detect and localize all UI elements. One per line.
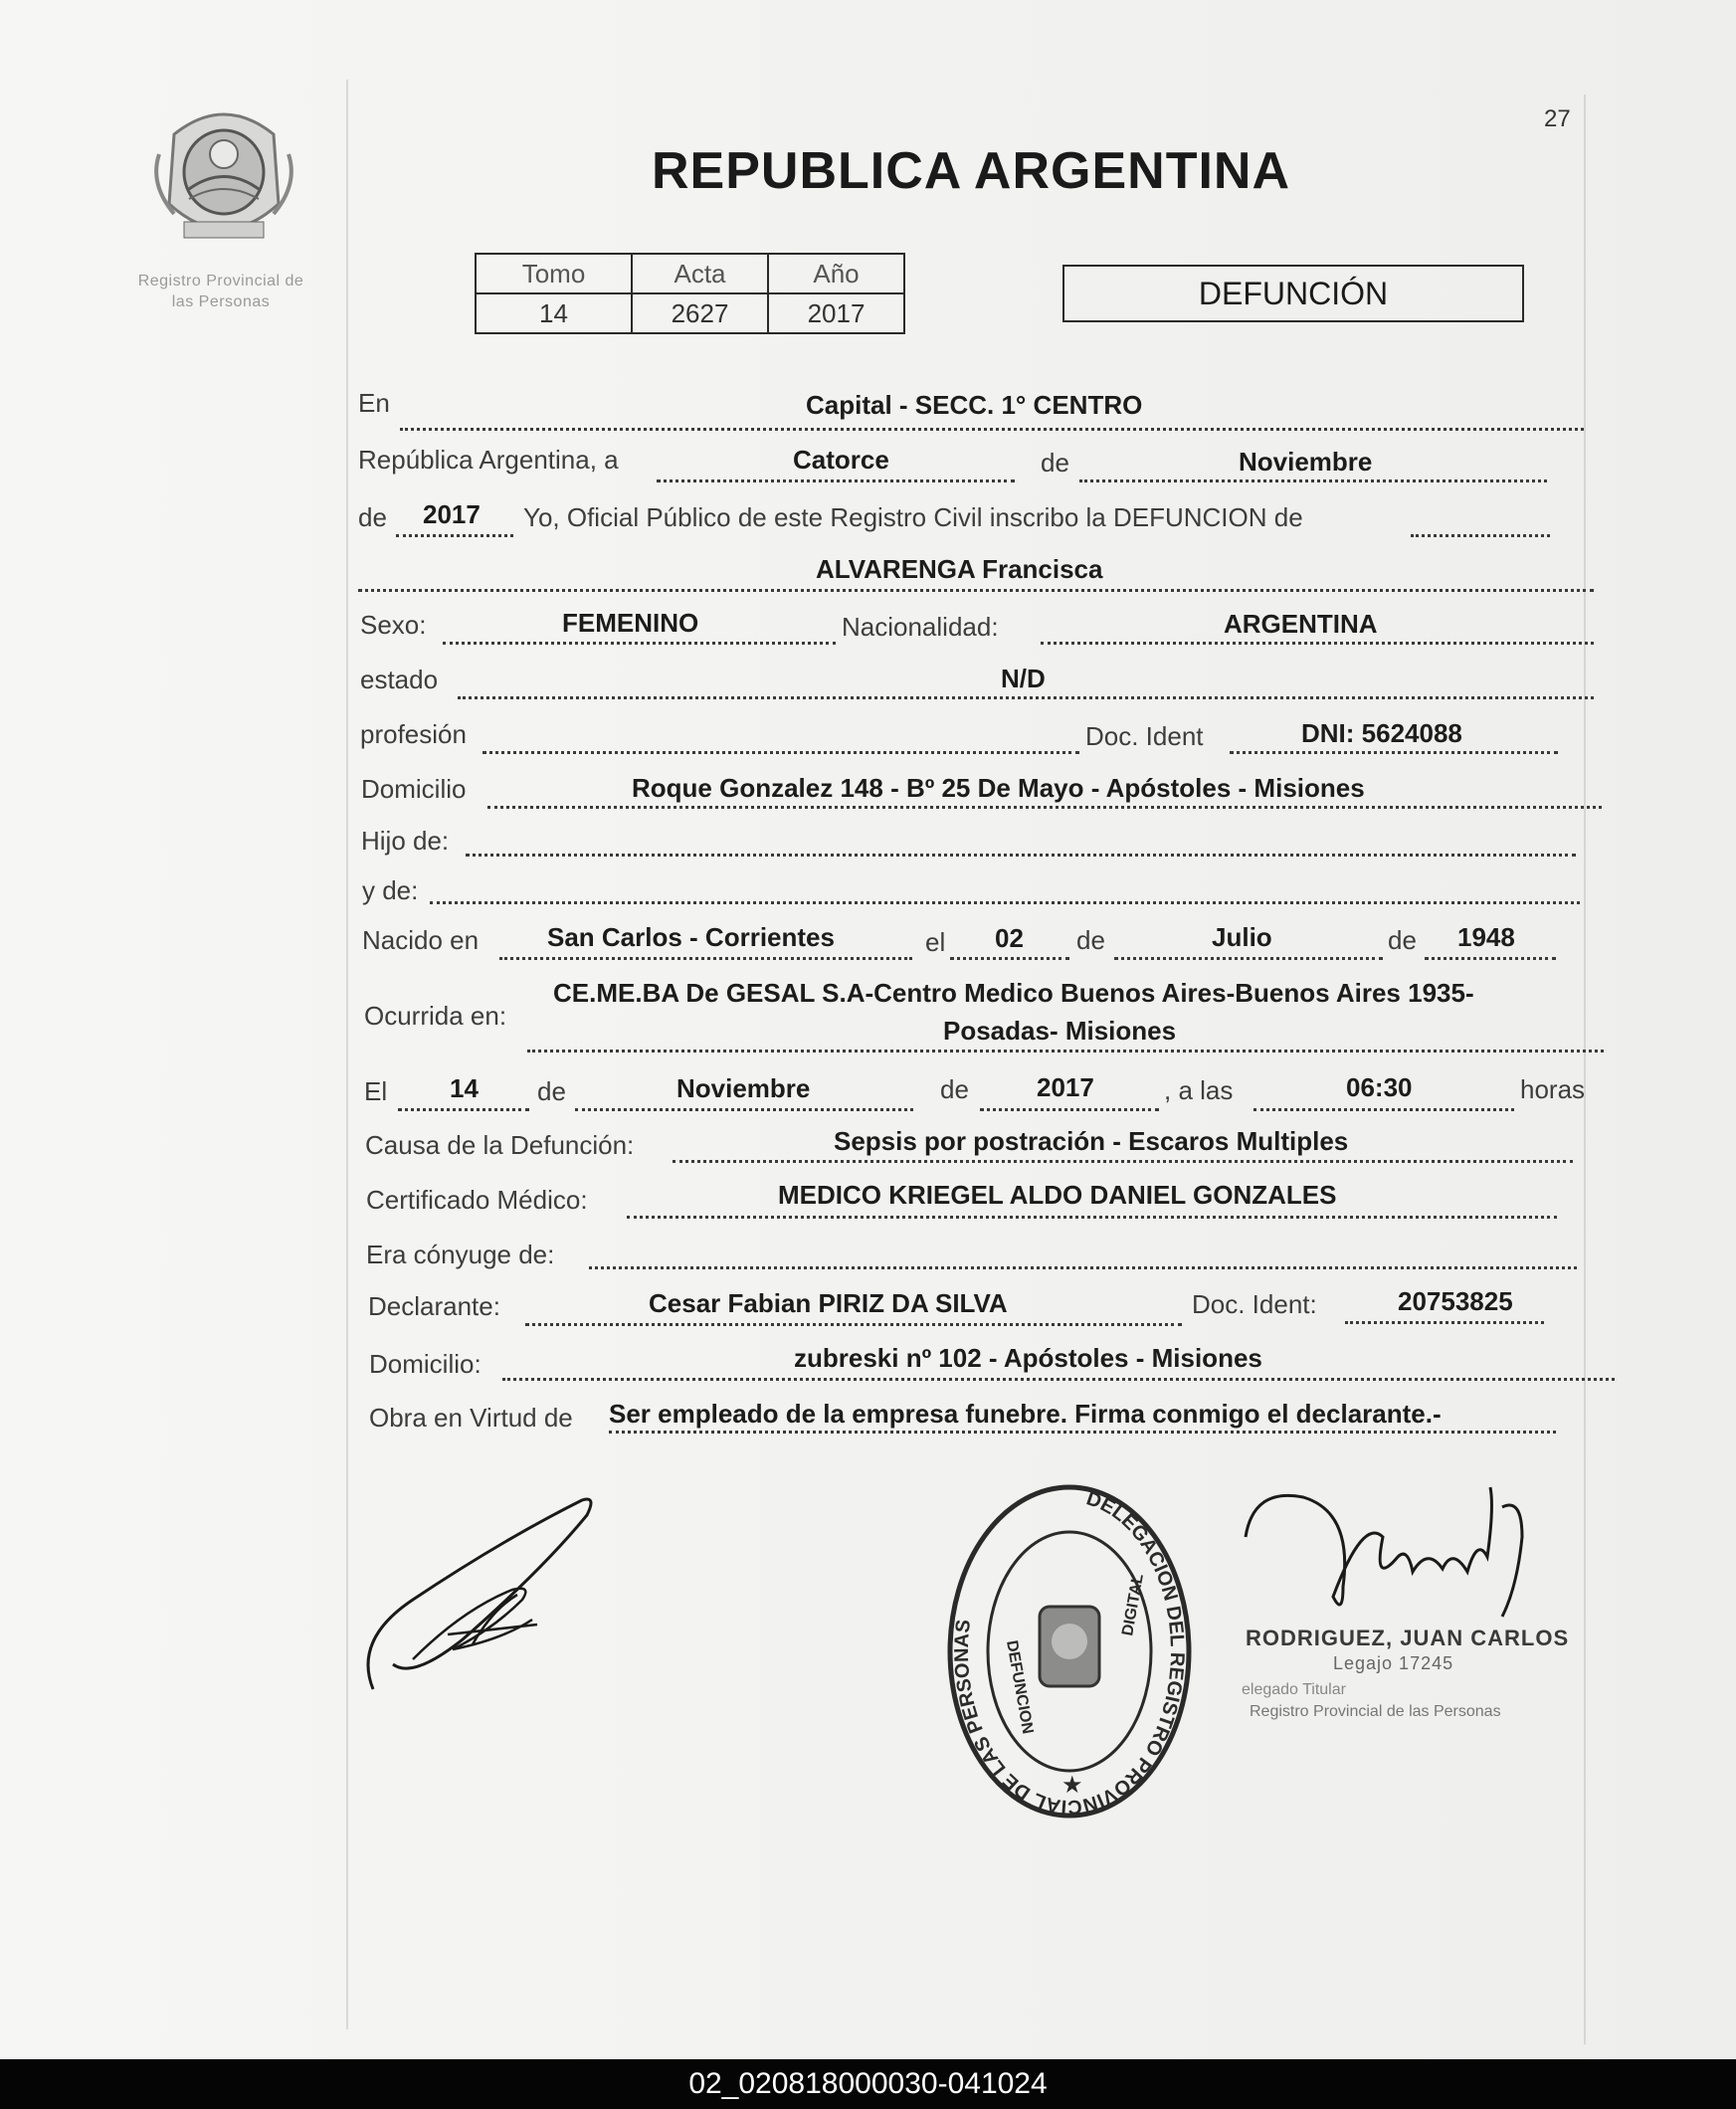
causa-value: Sepsis por postración - Escaros Multiples <box>834 1126 1349 1156</box>
certificado-label: Certificado Médico: <box>366 1185 588 1215</box>
doc-ident-underline <box>1230 751 1558 754</box>
certificado-value: MEDICO KRIEGEL ALDO DANIEL GONZALES <box>778 1180 1337 1210</box>
declarant-signature <box>353 1490 602 1709</box>
death-day-value: 14 <box>450 1073 479 1103</box>
en-underline <box>400 428 1584 431</box>
death-time-value: 06:30 <box>1346 1072 1413 1102</box>
acta-value: 2627 <box>632 293 768 333</box>
doc-ident-value: DNI: 5624088 <box>1301 718 1462 748</box>
obra-label: Obra en Virtud de <box>369 1403 573 1433</box>
oficial-underline <box>1411 534 1550 537</box>
birth-month-value: Julio <box>1212 922 1272 952</box>
official-stamp <box>945 1482 1194 1821</box>
yde-label: y de: <box>362 875 419 905</box>
ocurrida-line2: Posadas- Misiones <box>943 1016 1177 1046</box>
birth-month-underline <box>1114 957 1383 960</box>
registry-header-row <box>476 254 904 293</box>
sexo-label: Sexo: <box>360 610 427 640</box>
stamp-ring-text: DELEGACION DEL REGISTRO PROVINCIAL DE LAS PERSONAS <box>950 1487 1189 1819</box>
sexo-value: FEMENINO <box>562 608 699 638</box>
logo-caption <box>111 271 330 312</box>
hijo-label: Hijo de: <box>361 826 450 856</box>
year-value: 2017 <box>423 499 481 529</box>
causa-label: Causa de la Defunción: <box>365 1130 635 1160</box>
official-registro: Registro Provincial de las Personas <box>1250 1703 1501 1720</box>
conyuge-label: Era cónyuge de: <box>366 1240 555 1269</box>
death-year-underline <box>980 1108 1159 1111</box>
anio-value: 2017 <box>768 293 904 333</box>
nacido-label: Nacido en <box>362 925 480 955</box>
official-legajo: Legajo 17245 <box>1333 1653 1454 1673</box>
conyuge-underline <box>589 1266 1577 1269</box>
stamp-inner-left: DEFUNCION <box>1003 1638 1037 1736</box>
decl-domicilio-value: zubreski nº 102 - Apóstoles - Misiones <box>794 1343 1262 1373</box>
ocurrida-label: Ocurrida en: <box>364 1001 507 1031</box>
footer-bar <box>0 2059 1736 2109</box>
domicilio-underline <box>487 806 1602 809</box>
decl-doc-value: 20753825 <box>1398 1286 1513 1316</box>
estado-value: N/D <box>1001 664 1046 693</box>
document-type-box: DEFUNCIÓN <box>1062 265 1524 322</box>
death-month-value: Noviembre <box>676 1073 811 1103</box>
death-time-underline <box>1254 1108 1514 1111</box>
stamp-star-icon: ★ <box>1061 1772 1083 1799</box>
official-name: RODRIGUEZ, JUAN CARLOS <box>1246 1626 1570 1650</box>
anio-header: Año <box>768 254 904 293</box>
death-de2-label: de <box>940 1074 969 1104</box>
logo-caption-line1: Registro Provincial de <box>137 273 304 289</box>
nacido-underline <box>499 957 912 960</box>
declarante-label: Declarante: <box>368 1291 500 1321</box>
obra-value: Ser empleado de la empresa funebre. Firma conmigo el declarante.- <box>609 1399 1442 1429</box>
birth-de2-label: de <box>1388 925 1417 955</box>
birth-day-value: 02 <box>995 923 1024 953</box>
en-value: Capital - SECC. 1° CENTRO <box>806 390 1143 420</box>
causa-underline <box>673 1160 1573 1163</box>
decl-domicilio-underline <box>502 1378 1615 1381</box>
domicilio-label: Domicilio <box>361 774 467 804</box>
tomo-value: 14 <box>476 293 632 333</box>
left-margin-line <box>346 80 348 2029</box>
official-signature <box>1234 1477 1562 1627</box>
nacido-value: San Carlos - Corrientes <box>547 922 835 952</box>
provincial-seal-logo <box>144 95 303 254</box>
death-year-value: 2017 <box>1037 1072 1094 1102</box>
death-day-underline <box>398 1108 529 1111</box>
birth-day-underline <box>950 957 1069 960</box>
nacionalidad-value: ARGENTINA <box>1224 609 1378 639</box>
el-label: el <box>925 927 946 957</box>
nacionalidad-underline <box>1041 642 1594 645</box>
month-value: Noviembre <box>1239 447 1373 477</box>
day-word-underline <box>657 479 1015 482</box>
acta-header: Acta <box>632 254 768 293</box>
yde-underline <box>430 901 1580 904</box>
doc-ident-label: Doc. Ident <box>1085 721 1204 751</box>
ocurrida-underline <box>527 1050 1604 1053</box>
page-number: 27 <box>1544 105 1571 132</box>
decl-domicilio-label: Domicilio: <box>369 1349 482 1379</box>
stamp-inner-right: DIGITAL <box>1119 1572 1147 1637</box>
birth-year-underline <box>1425 957 1556 960</box>
estado-label: estado <box>360 665 439 694</box>
en-label: En <box>358 388 390 418</box>
tomo-header: Tomo <box>476 254 632 293</box>
month-underline <box>1079 479 1547 482</box>
horas-label: horas <box>1520 1074 1586 1104</box>
official-cargo: elegado Titular <box>1242 1681 1346 1698</box>
declarante-underline <box>525 1323 1182 1326</box>
el2-label: El <box>364 1076 388 1106</box>
certificado-underline <box>627 1216 1557 1219</box>
oficial-text: Yo, Oficial Público de este Registro Civil inscribo la DEFUNCION de <box>523 502 1303 532</box>
decl-doc-label: Doc. Ident: <box>1192 1289 1317 1319</box>
registry-table <box>475 253 905 334</box>
day-word-value: Catorce <box>793 445 889 475</box>
footer-code: 02_020818000030-041024 <box>688 2067 1048 2100</box>
year-underline <box>396 534 513 537</box>
name-underline <box>358 589 1594 592</box>
profesion-underline <box>482 751 1079 754</box>
logo-caption-line2: las Personas <box>171 293 271 310</box>
ocurrida-line1: CE.ME.BA De GESAL S.A-Centro Medico Buenos Aires-Buenos Aires 1935- <box>553 978 1474 1008</box>
deceased-name: ALVARENGA Francisca <box>816 554 1103 584</box>
registry-value-row <box>476 293 904 333</box>
death-month-underline <box>575 1108 913 1111</box>
sexo-underline <box>443 642 836 645</box>
birth-year-value: 1948 <box>1457 922 1515 952</box>
republica-label: República Argentina, a <box>358 445 619 475</box>
de2-label: de <box>358 502 387 532</box>
right-margin-line <box>1584 95 1586 2044</box>
domicilio-value: Roque Gonzalez 148 - Bº 25 De Mayo - Apóstoles - Misiones <box>632 773 1365 803</box>
de-label: de <box>1041 448 1069 478</box>
alas-label: , a las <box>1164 1075 1234 1105</box>
hijo-underline <box>466 854 1576 857</box>
birth-de1-label: de <box>1076 925 1105 955</box>
obra-underline <box>609 1431 1556 1434</box>
profesion-label: profesión <box>360 719 467 749</box>
document-title: REPUBLICA ARGENTINA <box>652 142 1291 200</box>
declarante-value: Cesar Fabian PIRIZ DA SILVA <box>649 1288 1008 1318</box>
estado-underline <box>458 696 1594 699</box>
decl-doc-underline <box>1345 1321 1544 1324</box>
nacionalidad-label: Nacionalidad: <box>842 612 999 642</box>
death-de1-label: de <box>537 1076 566 1106</box>
